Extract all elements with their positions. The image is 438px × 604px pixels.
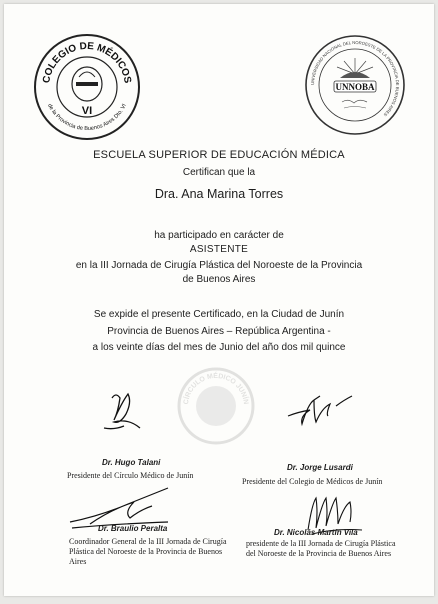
signatory-1-role: Presidente del Círculo Médico de Junín [67,471,194,480]
seal-right-ring-text: UNIVERSIDAD NACIONAL DEL NOROESTE DE LA PROVINCIA DE BUENOS AIRES [309,39,401,118]
participant-role: ASISTENTE [189,244,249,255]
seal-left-bottom-text: de la Provincia de Buenos Aires Dto. VI [46,103,128,133]
circulo-medico-watermark [176,366,256,446]
watermark-text: CÍRCULO MÉDICO JUNÍN [182,372,250,405]
signatory-3-role: Coordinador General de la III Jornada de Cirugía Plástica del Noroeste de la Provincia de Buenos Aires [69,537,227,566]
svg-text:UNIVERSIDAD NACIONAL DEL NOROE [310,40,400,118]
certify-text: Certifican que la [182,167,256,178]
school-heading: ESCUELA SUPERIOR DE EDUCACIÓN MÉDICA [93,149,345,161]
expedite-line-3: a los veinte días del mes de Junio del año dos mil quince [92,342,346,353]
signatory-2-name: Dr. Jorge Lusardi [287,463,353,472]
participation-text: ha participado en carácter de [154,230,284,241]
signatory-2-role: Presidente del Colegio de Médicos de Junín [242,477,383,486]
unnoba-seal [304,34,406,136]
certificate-page [4,4,434,596]
recipient-name: Dra. Ana Marina Torres [154,187,284,201]
signature-lusardi [280,392,360,438]
signature-talani [92,388,162,438]
event-line-2: de Buenos Aires [182,274,256,285]
expedite-line-2: Provincia de Buenos Aires – República Argentina - [107,326,331,337]
event-line-1: en la III Jornada de Cirugía Plástica del Noroeste de la Provincia [75,260,363,271]
signatory-4-name: Dr. Nicolás Martín Vila [274,528,358,537]
seal-left-top-text: COLEGIO DE MÉDICOS [41,40,133,85]
seal-left-numeral: VI [81,105,93,117]
colegio-medicos-seal [32,32,142,142]
expedite-line-1: Se expide el presente Certificado, en la Ciudad de Junín [93,309,345,320]
signatory-1-name: Dr. Hugo Talani [102,458,161,467]
seal-right-name: UNNOBA [335,82,375,92]
signatory-4-role: presidente de la III Jornada de Cirugía Plástica del Noroeste de la Provincia de Buenos Aires [246,539,396,558]
signatory-3-name: Dr. Braulio Peralta [98,524,168,533]
